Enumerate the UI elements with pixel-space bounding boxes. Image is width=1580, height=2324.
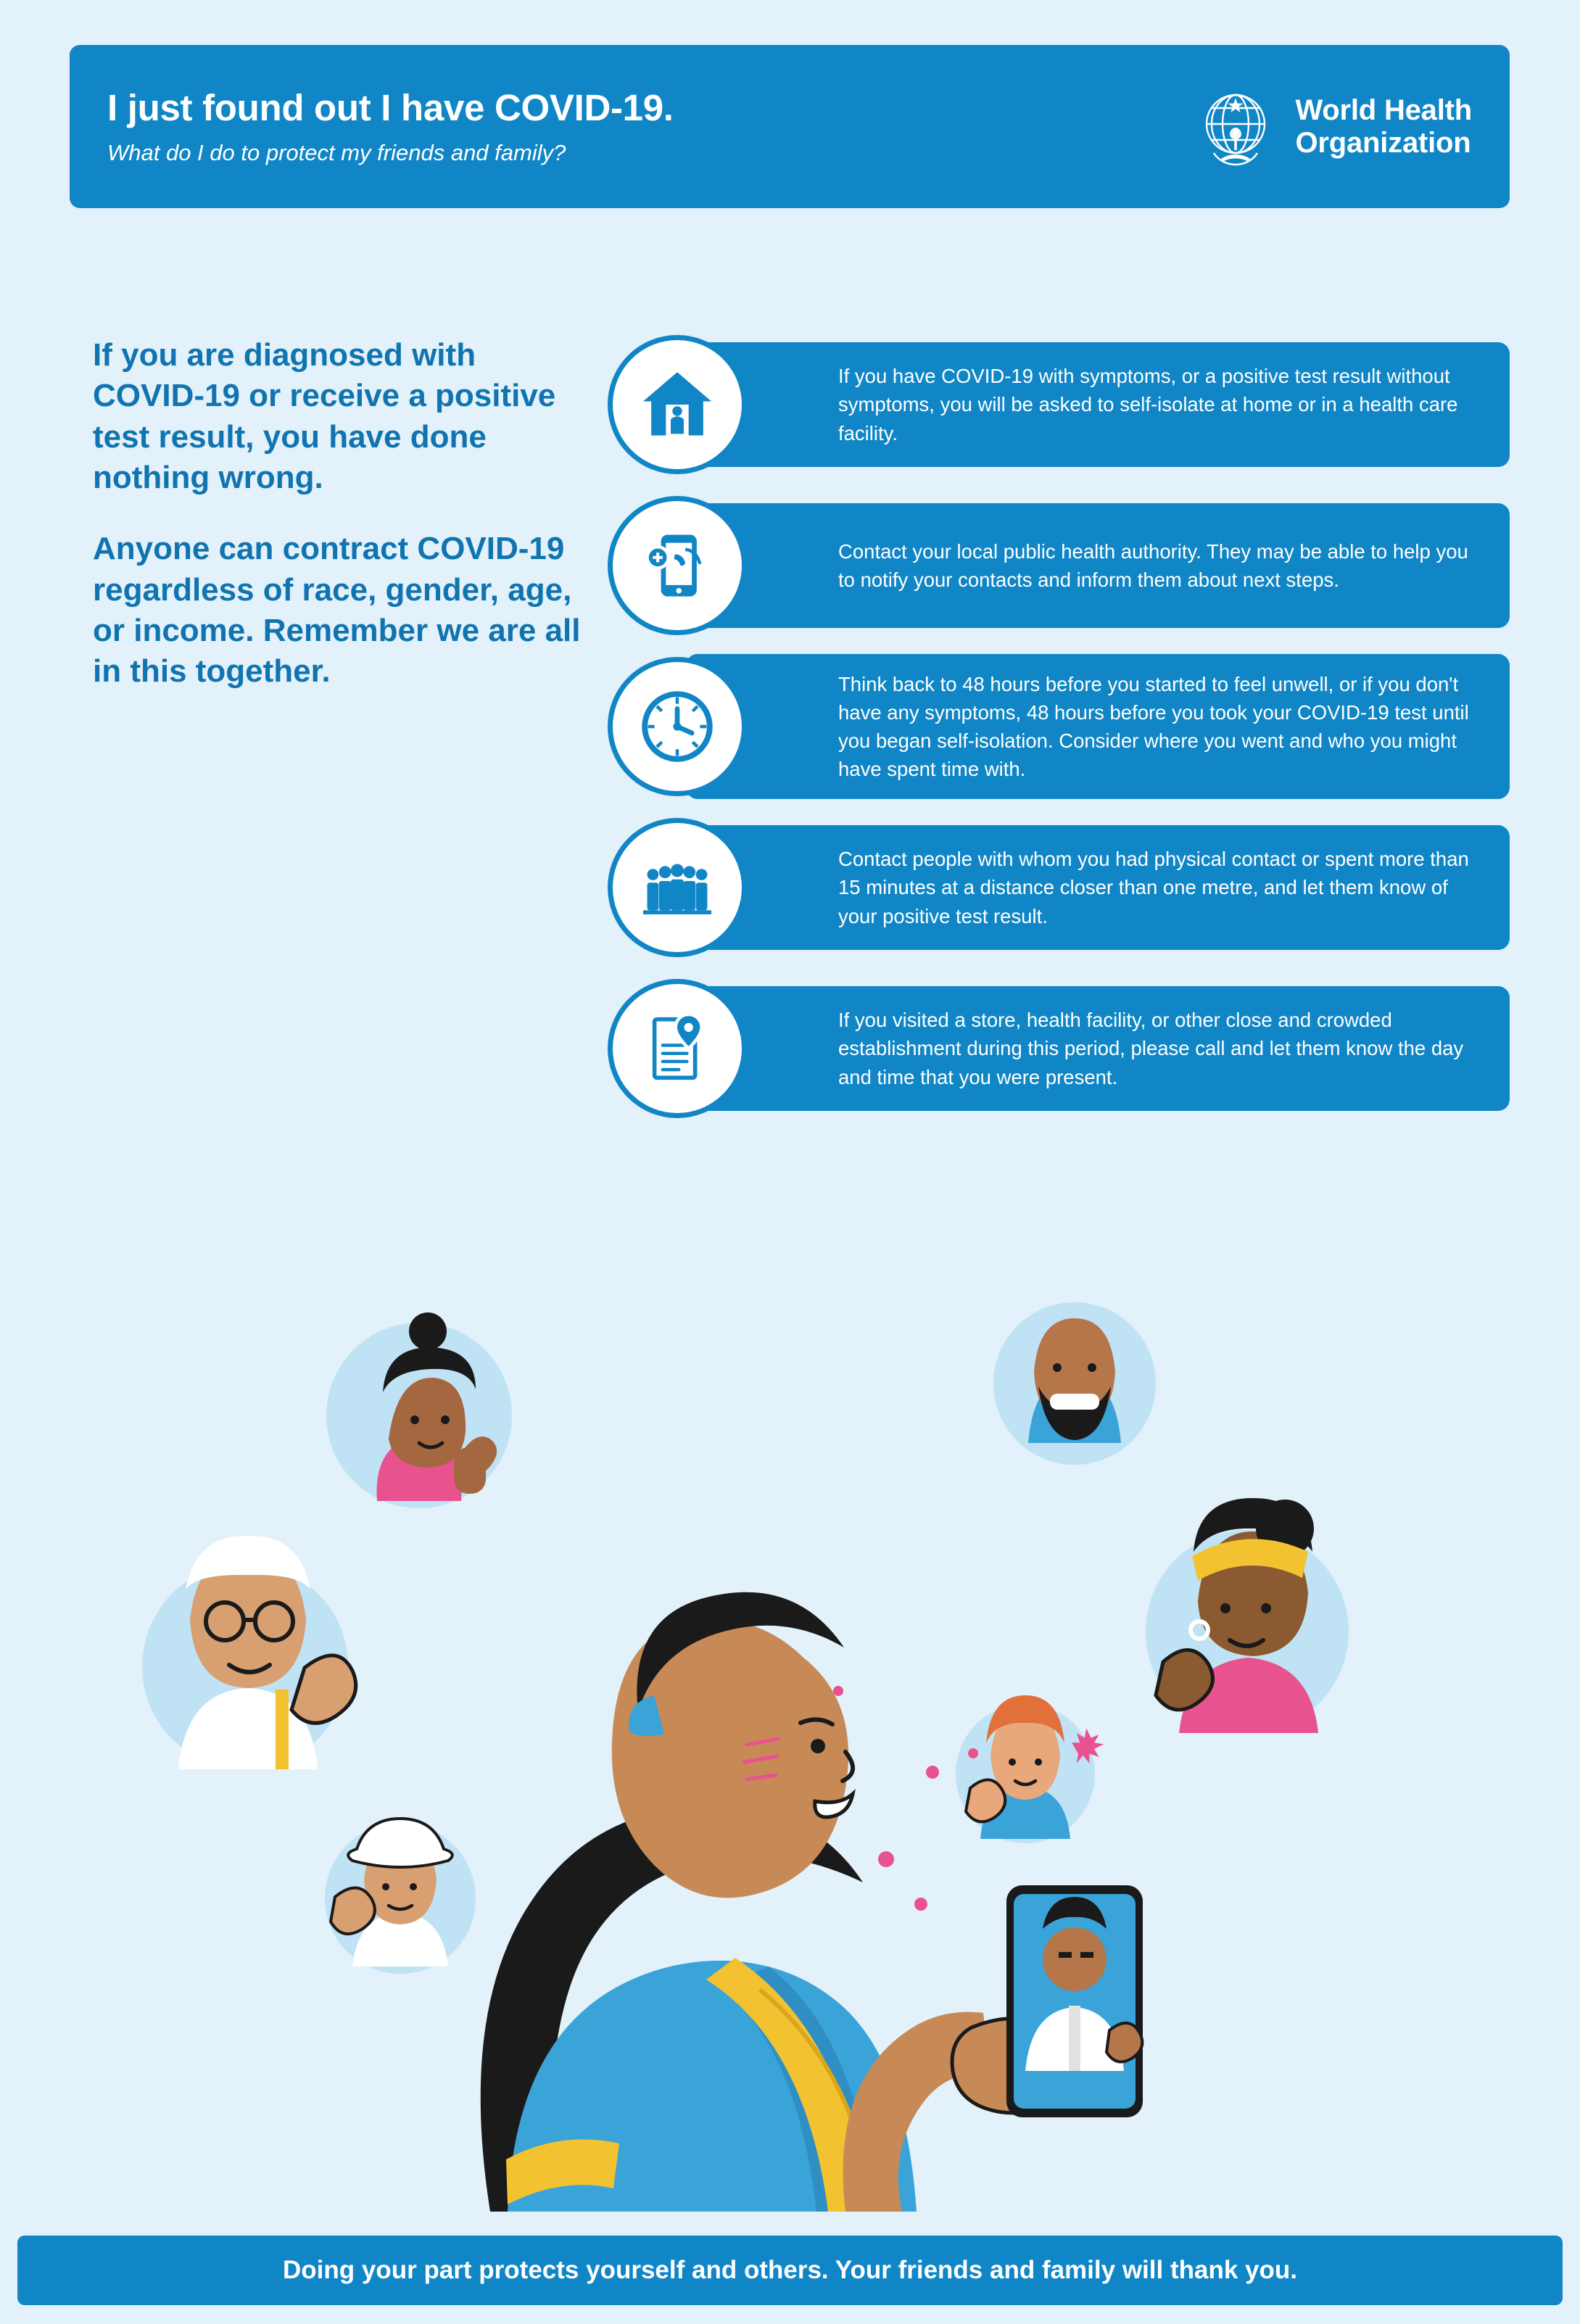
step-text: Contact your local public health authority. They may be able to help you to notify your contacts and inform them about next steps. [838,539,1468,591]
step-text-bar [686,503,1510,628]
lead-paragraph-2: Anyone can contract COVID-19 regardless of race, gender, age, or income. Remember we are all in this together. [93,531,581,690]
friend-portrait-bubble [325,1819,476,1974]
who-wordmark [1295,94,1472,160]
header-text-block [107,88,674,165]
smartphone-video-call [1006,1885,1143,2117]
footer-text: Doing your part protects yourself and others. Your friends and family will thank you. [283,2256,1297,2284]
page-subtitle: What do I do to protect my friends and family? [107,139,566,165]
who-wordmark-line1: World Health [1295,94,1472,126]
page-title: I just found out I have COVID-19. [107,87,674,129]
guidance-step-list [608,335,1510,1140]
list-item [608,657,1510,796]
main-figure-woman [481,1592,1066,2212]
who-wordmark-line2: Organization [1295,126,1471,159]
lead-paragraph-1: If you are diagnosed with COVID-19 or receive a positive test result, you have done nothing wrong. [93,337,556,495]
step-text-bar [686,825,1510,950]
step-text-bar [686,342,1510,467]
poster-header [70,45,1510,208]
list-item [608,496,1510,635]
house-person-icon [608,335,747,474]
step-text: If you have COVID-19 with symptoms, or a positive test result without symptoms, you will be asked to self-isolate at home or in a health care facility. [838,365,1458,444]
step-text: Contact people with whom you had physical contact or spent more than 15 minutes at a distance closer than one metre, and let them know of your positive test result. [838,848,1469,927]
step-text: Think back to 48 hours before you started to feel unwell, or if you don't have any symptoms, 48 hours before you took your COVID-19 test until you began self-isolation. Consider where you went and who you might have spent time with. [838,672,1469,781]
group-of-people-icon [608,818,747,957]
friend-portrait-bubble [993,1302,1156,1465]
friend-portrait-bubble [1146,1498,1349,1733]
clock-icon [608,657,747,796]
lead-text-block [93,335,586,692]
step-text-bar [686,986,1510,1111]
mobile-phone-call-icon [608,496,747,635]
who-logo [1192,83,1472,170]
list-item [608,818,1510,957]
poster-footer [17,2236,1563,2305]
document-location-pin-icon [608,979,747,1118]
friend-portrait-bubble [326,1312,512,1508]
friend-portrait-bubble [142,1536,356,1769]
step-text: If you visited a store, health facility, or other close and crowded establishment during this period, please call and let them know the day and time that you were present. [838,1009,1464,1088]
who-emblem-icon [1192,83,1279,170]
list-item [608,335,1510,474]
list-item [608,979,1510,1118]
friend-portrait-bubble [956,1695,1095,1843]
woman-video-calling-friends-and-family-illustration [0,1262,1580,2212]
step-text-bar [686,654,1510,799]
